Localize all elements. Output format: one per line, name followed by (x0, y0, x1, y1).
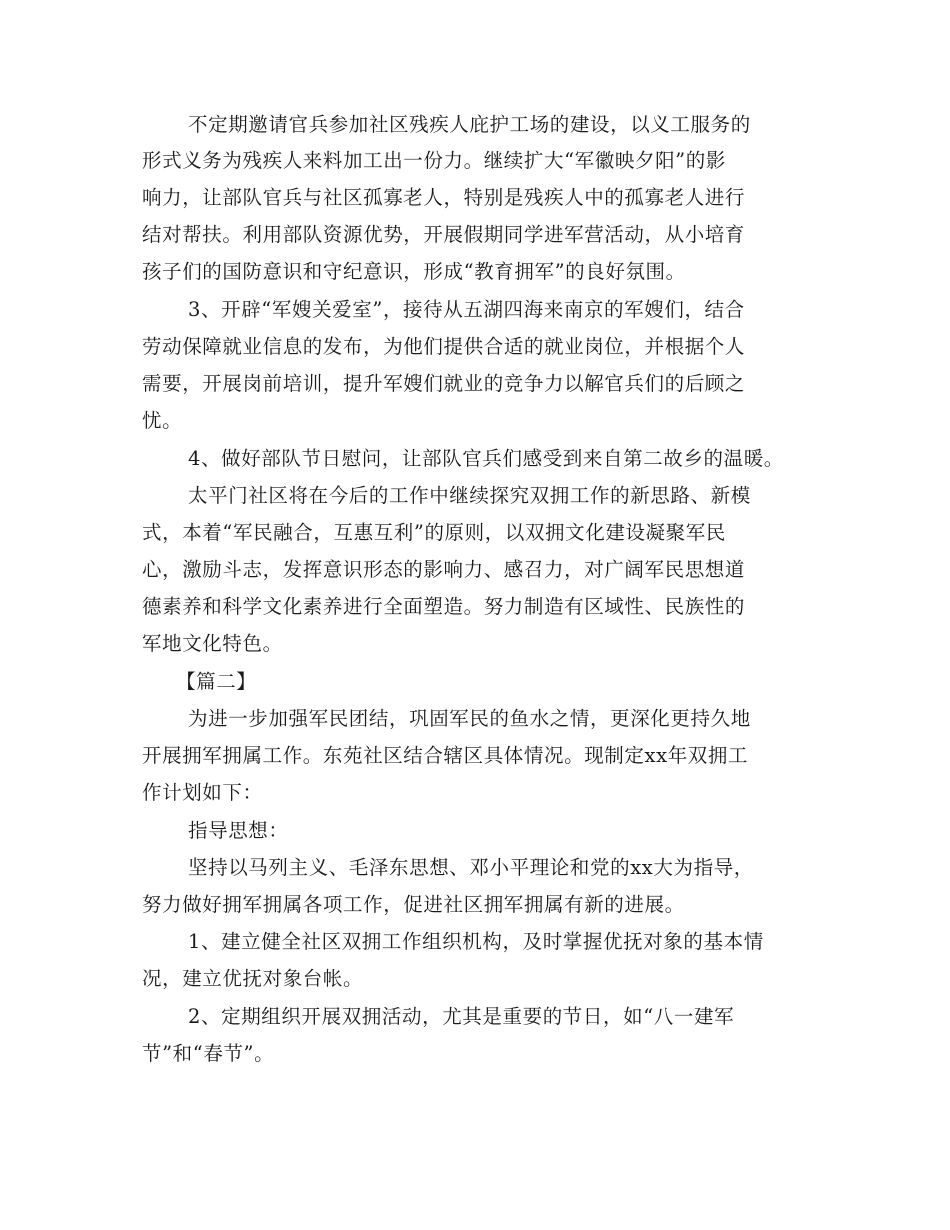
text-line: 不定期邀请官兵参加社区残疾人庇护工场的建设，以义工服务的 (188, 113, 751, 136)
text-line: 1、建立健全社区双拥工作组织机构，及时掌握优抚对象的基本情 (188, 930, 764, 953)
text-line: 努力做好拥军拥属各项工作，促进社区拥军拥属有新的进展。 (142, 893, 685, 916)
text-line: 太平门社区将在今后的工作中继续探究双拥工作的新思路、新模 (188, 484, 751, 507)
section-heading: 【篇二】 (176, 670, 257, 693)
text-line: 忧。 (142, 409, 183, 432)
text-line: 4、做好部队节日慰问，让部队官兵们感受到来自第二故乡的温暖。 (188, 447, 784, 470)
text-line: 开展拥军拥属工作。东苑社区结合辖区具体情况。现制定xx年双拥工 (142, 744, 749, 767)
text-line: 指导思想： (188, 819, 289, 842)
text-line: 孩子们的国防意识和守纪意识，形成“教育拥军”的良好氛围。 (142, 260, 686, 283)
text-line: 坚持以马列主义、毛泽东思想、邓小平理论和党的xx大为指导， (188, 856, 754, 879)
text-line: 况，建立优抚对象台帐。 (142, 967, 364, 990)
text-line: 军地文化特色。 (142, 632, 283, 655)
text-line: 结对帮扶。利用部队资源优势，开展假期同学进军营活动，从小培育 (142, 223, 746, 246)
text-line: 形式义务为残疾人来料加工出一份力。继续扩大“军徽映夕阳”的影 (142, 149, 726, 172)
text-line: 式，本着“军民融合，互惠互利”的原则，以双拥文化建设凝聚军民 (142, 521, 726, 544)
text-line: 德素养和科学文化素养进行全面塑造。努力制造有区域性、民族性的 (142, 595, 746, 618)
text-line: 响力，让部队官兵与社区孤寡老人，特别是残疾人中的孤寡老人进行 (142, 186, 746, 209)
text-line: 需要，开展岗前培训，提升军嫂们就业的竞争力以解官兵们的后顾之 (142, 372, 746, 395)
text-line: 节”和“春节”。 (142, 1042, 275, 1065)
text-line: 为进一步加强军民团结，巩固军民的鱼水之情，更深化更持久地 (188, 707, 751, 730)
text-line: 2、定期组织开展双拥活动，尤其是重要的节日，如“八一建军 (188, 1005, 735, 1028)
text-line: 劳动保障就业信息的发布，为他们提供合适的就业岗位，并根据个人 (142, 335, 746, 358)
text-line: 3、开辟“军嫂关爱室”，接待从五湖四海来南京的军嫂们，结合 (188, 298, 745, 321)
text-line: 心，激励斗志，发挥意识形态的影响力、感召力，对广阔军民思想道 (142, 558, 746, 581)
text-line: 作计划如下： (142, 781, 263, 804)
